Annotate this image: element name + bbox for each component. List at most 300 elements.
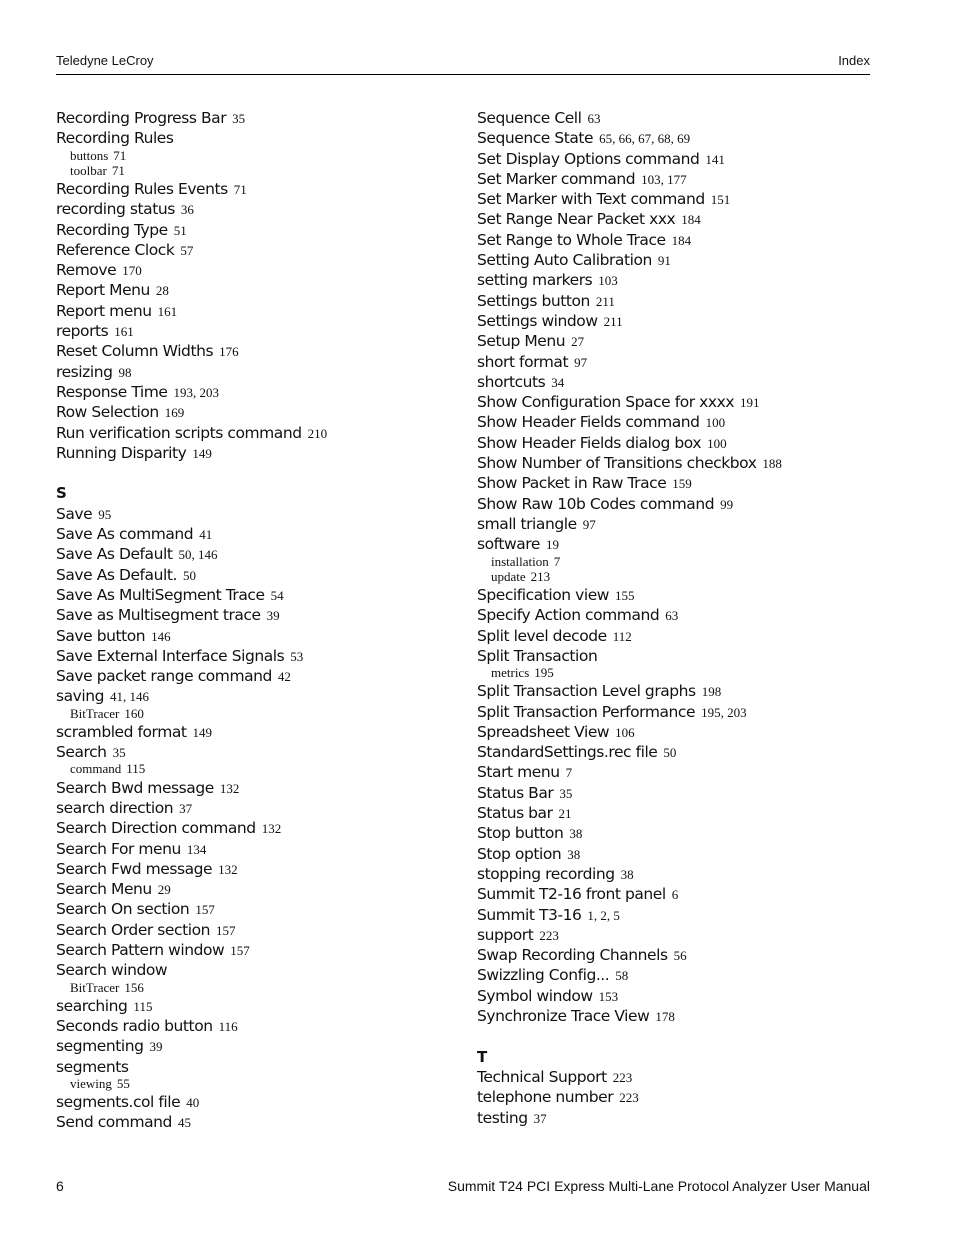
index-entry — [477, 985, 877, 1005]
entry-term: Start menu — [477, 763, 560, 782]
entry-term: Show Header Fields dialog box — [477, 433, 702, 452]
index-entry — [56, 340, 456, 360]
index-entry — [477, 107, 877, 127]
page-reference: 223 — [612, 1069, 633, 1085]
page-reference: 115 — [133, 998, 153, 1014]
page-reference: 91 — [657, 253, 671, 269]
entry-term: Save As Default — [56, 545, 173, 564]
page-reference: 50, 146 — [178, 547, 218, 563]
page-reference: 184 — [671, 232, 692, 248]
index-entry — [56, 219, 456, 239]
index-entry — [56, 1111, 456, 1131]
index-entry — [477, 188, 877, 208]
index-entry — [477, 822, 877, 842]
entry-term: Save button — [56, 626, 146, 645]
entry-term: Technical Support — [477, 1067, 607, 1086]
entry-term: Set Marker command — [477, 169, 636, 188]
page-reference: 50 — [663, 745, 677, 761]
entry-term: Search Direction command — [56, 819, 256, 838]
index-entry — [56, 898, 456, 918]
entry-term: Specification view — [477, 585, 610, 604]
index-entry — [56, 665, 456, 685]
page-reference: 27 — [571, 334, 585, 350]
entry-term: Show Raw 10b Codes command — [477, 494, 715, 513]
page-reference: 134 — [186, 841, 207, 857]
page-reference: 188 — [762, 456, 782, 472]
page-reference: 37 — [533, 1110, 547, 1126]
section-spacer — [477, 1025, 877, 1045]
entry-term: Status Bar — [477, 783, 554, 802]
subentry-term: installation — [491, 553, 549, 569]
index-entry — [477, 168, 877, 188]
index-entry — [477, 493, 877, 513]
index-entry — [56, 797, 456, 817]
index-entry — [56, 1035, 456, 1055]
index-entry — [477, 584, 877, 604]
index-entry — [477, 371, 877, 391]
index-entry — [56, 178, 456, 198]
page-reference: 55 — [116, 1076, 130, 1091]
index-entry — [477, 310, 877, 330]
page-reference: 97 — [574, 354, 588, 370]
entry-term: Set Display Options command — [477, 149, 700, 168]
entry-term: Split Transaction Performance — [477, 702, 696, 721]
page-reference: 198 — [701, 684, 722, 700]
page-reference: 115 — [126, 761, 146, 777]
index-entry — [56, 858, 456, 878]
entry-term: Save External Interface Signals — [56, 646, 285, 665]
index-entry — [56, 442, 456, 462]
index-entry — [56, 995, 456, 1015]
entry-term: Split Transaction Level graphs — [477, 682, 696, 701]
page-reference: 191 — [740, 395, 760, 411]
index-entry — [477, 645, 877, 665]
page-reference: 184 — [681, 212, 701, 228]
entry-term: Set Range to Whole Trace — [477, 230, 666, 249]
page-reference: 132 — [218, 861, 238, 877]
page-reference: 71 — [113, 147, 127, 163]
page-reference: 37 — [179, 800, 193, 816]
index-entry — [477, 290, 877, 310]
page-reference: 41 — [199, 527, 213, 543]
index-entry — [56, 401, 456, 421]
index-entry — [477, 761, 877, 781]
index-entry — [56, 645, 456, 665]
entry-term: Recording Rules — [56, 129, 174, 148]
entry-term: reports — [56, 322, 109, 341]
entry-term: segmenting — [56, 1037, 144, 1056]
page-reference: 149 — [192, 724, 213, 740]
index-entry — [56, 1091, 456, 1111]
page-reference: 42 — [277, 669, 291, 685]
index-entry — [56, 1056, 456, 1076]
index-entry — [56, 838, 456, 858]
entry-term: Search Order section — [56, 920, 210, 939]
index-subentry — [477, 665, 877, 680]
page-reference: 50 — [182, 567, 196, 583]
page-reference: 7 — [553, 553, 561, 569]
index-entry — [56, 777, 456, 797]
index-entry — [477, 625, 877, 645]
index-entry — [477, 208, 877, 228]
entry-term: Split level decode — [477, 626, 607, 645]
entry-term: recording status — [56, 200, 175, 219]
page-reference: 56 — [673, 948, 687, 964]
running-header-section: Index — [838, 53, 870, 68]
index-subentry — [56, 148, 456, 163]
index-entry — [477, 513, 877, 533]
entry-term: Report menu — [56, 301, 152, 320]
entry-term: Search On section — [56, 900, 190, 919]
page-reference: 193, 203 — [173, 384, 219, 400]
page-reference: 223 — [619, 1090, 639, 1106]
page-reference: 98 — [118, 364, 132, 380]
index-entry — [477, 351, 877, 371]
subentry-term: toolbar — [70, 162, 107, 178]
page-reference: 161 — [114, 324, 134, 340]
entry-term: Search For menu — [56, 839, 181, 858]
page-reference: 35 — [232, 111, 246, 126]
page-reference: 103, 177 — [641, 171, 687, 187]
index-entry — [56, 1015, 456, 1035]
index-entry — [477, 391, 877, 411]
index-entry — [56, 584, 456, 604]
entry-term: Show Header Fields command — [477, 413, 700, 432]
index-entry — [477, 680, 877, 700]
entry-term: Setting Auto Calibration — [477, 251, 652, 270]
page-reference: 19 — [545, 537, 559, 553]
index-entry — [56, 503, 456, 523]
index-entry — [477, 330, 877, 350]
index-entry — [477, 904, 877, 924]
page-reference: 39 — [266, 608, 280, 624]
index-section-letter: S — [56, 484, 67, 503]
entry-term: Report Menu — [56, 281, 150, 300]
page-reference: 116 — [218, 1019, 238, 1035]
page-reference: 176 — [219, 344, 239, 360]
page-reference: 195, 203 — [701, 704, 747, 720]
entry-term: Settings window — [477, 311, 598, 330]
entry-term: Synchronize Trace View — [477, 1007, 650, 1026]
entry-term: Swap Recording Channels — [477, 946, 668, 965]
entry-term: search direction — [56, 798, 174, 817]
index-column-left — [56, 107, 456, 1132]
index-entry — [477, 452, 877, 472]
page-reference: 7 — [565, 765, 573, 781]
subentry-term: BitTracer — [70, 979, 120, 995]
subentry-term: metrics — [491, 665, 530, 681]
index-entry — [56, 564, 456, 584]
index-entry — [477, 604, 877, 624]
page-reference: 213 — [530, 568, 551, 584]
entry-term: Row Selection — [56, 403, 159, 422]
page-reference: 153 — [598, 988, 619, 1004]
entry-term: Sequence Cell — [477, 109, 582, 127]
entry-term: Sequence State — [477, 129, 594, 148]
index-entry — [56, 523, 456, 543]
index-entry — [56, 107, 456, 127]
entry-term: support — [477, 925, 534, 944]
entry-term: segments — [56, 1057, 129, 1076]
entry-term: Symbol window — [477, 986, 593, 1005]
section-spacer — [56, 462, 456, 482]
entry-term: Stop option — [477, 844, 562, 863]
entry-term: Seconds radio button — [56, 1017, 213, 1036]
index-subentry — [477, 554, 877, 569]
index-entry — [56, 239, 456, 259]
entry-term: Swizzling Config... — [477, 966, 610, 985]
entry-term: Show Configuration Space for xxxx — [477, 393, 735, 412]
entry-term: small triangle — [477, 514, 577, 533]
page-reference: 6 — [671, 887, 679, 903]
index-entry — [56, 919, 456, 939]
index-entry — [477, 1066, 877, 1086]
page-number: 6 — [56, 1178, 64, 1194]
page-reference: 112 — [612, 628, 632, 644]
entry-term: Remove — [56, 261, 117, 280]
index-entry — [56, 625, 456, 645]
page-reference: 57 — [180, 242, 194, 258]
index-entry — [477, 411, 877, 431]
page-reference: 97 — [582, 516, 596, 532]
page-reference: 100 — [705, 415, 726, 431]
page-reference: 58 — [615, 968, 629, 984]
page-reference: 38 — [569, 826, 583, 842]
entry-term: software — [477, 535, 540, 554]
entry-term: Save as Multisegment trace — [56, 606, 261, 625]
page-reference: 35 — [112, 745, 126, 761]
page-reference: 211 — [603, 313, 623, 329]
entry-term: Spreadsheet View — [477, 722, 610, 741]
entry-term: resizing — [56, 362, 113, 381]
entry-term: Running Disparity — [56, 443, 187, 462]
index-entry — [477, 472, 877, 492]
page-reference: 169 — [164, 405, 185, 421]
page-reference: 63 — [587, 111, 601, 126]
page-reference: 99 — [720, 496, 734, 512]
entry-term: Setup Menu — [477, 332, 566, 351]
page-reference: 1, 2, 5 — [587, 907, 620, 923]
page-reference: 159 — [672, 476, 692, 492]
page-reference: 45 — [177, 1115, 191, 1131]
entry-term: Status bar — [477, 804, 553, 823]
page-reference: 54 — [270, 587, 284, 603]
page-reference: 28 — [155, 283, 169, 299]
page-reference: 223 — [539, 927, 559, 943]
index-entry — [56, 361, 456, 381]
index-entry — [477, 432, 877, 452]
page-reference: 53 — [290, 648, 304, 664]
page-reference: 100 — [707, 435, 727, 451]
page-reference: 146 — [151, 628, 171, 644]
entry-term: Search — [56, 743, 107, 762]
page-reference: 40 — [186, 1095, 200, 1111]
index-entry — [477, 148, 877, 168]
entry-term: Stop button — [477, 824, 564, 843]
entry-term: stopping recording — [477, 864, 615, 883]
entry-term: Search Fwd message — [56, 859, 213, 878]
index-entry — [477, 802, 877, 822]
header-divider — [56, 74, 870, 75]
index-entry — [56, 300, 456, 320]
entry-term: saving — [56, 687, 105, 706]
page-reference: 39 — [149, 1039, 163, 1055]
subentry-term: viewing — [70, 1076, 112, 1091]
page-reference: 170 — [122, 263, 142, 279]
page-reference: 156 — [124, 979, 144, 995]
page-reference: 63 — [665, 608, 679, 624]
entry-term: Save As command — [56, 525, 194, 544]
index-subentry — [56, 706, 456, 721]
index-entry — [477, 843, 877, 863]
entry-term: Reference Clock — [56, 240, 175, 259]
entry-term: Recording Type — [56, 220, 168, 239]
entry-term: Run verification scripts command — [56, 423, 302, 442]
index-entry — [477, 1086, 877, 1106]
index-entry — [56, 939, 456, 959]
page-reference: 132 — [261, 821, 282, 837]
page-reference: 21 — [558, 806, 572, 822]
entry-term: Search Menu — [56, 880, 152, 899]
entry-term: Set Marker with Text command — [477, 190, 705, 209]
subentry-term: update — [491, 568, 526, 584]
page-reference: 161 — [157, 303, 178, 319]
entry-term: StandardSettings.rec file — [477, 743, 658, 762]
index-entry — [56, 320, 456, 340]
page-reference: 160 — [124, 705, 144, 721]
entry-term: Summit T3-16 — [477, 905, 582, 924]
page-reference: 35 — [559, 785, 573, 801]
index-section-letter: T — [477, 1047, 488, 1066]
page-reference: 132 — [219, 780, 240, 796]
subentry-term: command — [70, 761, 122, 777]
index-entry — [56, 543, 456, 563]
manual-title: Summit T24 PCI Express Multi-Lane Protocol Analyzer User Manual — [447, 1178, 870, 1194]
entry-term: Recording Rules Events — [56, 179, 228, 198]
index-entry — [56, 422, 456, 442]
index-entry — [477, 883, 877, 903]
page-reference: 29 — [157, 882, 171, 898]
entry-term: Save — [56, 504, 93, 523]
page-reference: 51 — [173, 222, 187, 238]
index-entry — [56, 685, 456, 705]
entry-term: Set Range Near Packet xxx — [477, 210, 676, 229]
entry-term: testing — [477, 1108, 528, 1127]
index-entry — [56, 381, 456, 401]
entry-term: Save As Default. — [56, 565, 177, 584]
page-reference: 155 — [615, 587, 635, 603]
index-entry — [56, 127, 456, 147]
index-entry — [477, 1005, 877, 1025]
page-reference: 34 — [551, 374, 565, 390]
index-entry — [56, 878, 456, 898]
page-reference: 38 — [567, 846, 581, 862]
entry-term: searching — [56, 996, 128, 1015]
page-reference: 149 — [192, 445, 212, 461]
entry-term: Send command — [56, 1113, 172, 1132]
page-reference: 157 — [195, 902, 215, 918]
entry-term: scrambled format — [56, 722, 187, 741]
page-reference: 151 — [710, 192, 731, 208]
entry-term: Show Packet in Raw Trace — [477, 474, 667, 493]
page-reference: 210 — [307, 425, 328, 441]
index-entry — [477, 964, 877, 984]
entry-term: Reset Column Widths — [56, 342, 214, 361]
entry-term: telephone number — [477, 1088, 614, 1107]
index-entry — [56, 259, 456, 279]
page-reference: 36 — [180, 202, 194, 218]
index-entry — [477, 741, 877, 761]
entry-term: Specify Action command — [477, 606, 660, 625]
index-subentry — [56, 761, 456, 776]
entry-term: Search Pattern window — [56, 941, 225, 960]
subentry-term: buttons — [70, 147, 109, 163]
page-reference: 157 — [230, 943, 250, 959]
index-entry — [56, 604, 456, 624]
subentry-term: BitTracer — [70, 705, 120, 721]
entry-term: Show Number of Transitions checkbox — [477, 454, 757, 473]
index-entry — [477, 782, 877, 802]
index-entry — [477, 701, 877, 721]
entry-term: Save packet range command — [56, 667, 272, 686]
index-entry — [477, 721, 877, 741]
index-entry — [477, 924, 877, 944]
page-reference: 71 — [233, 181, 247, 197]
entry-term: segments.col file — [56, 1093, 181, 1112]
entry-term: Recording Progress Bar — [56, 109, 227, 127]
page-reference: 71 — [111, 162, 125, 178]
index-entry — [477, 127, 877, 147]
page-reference: 65, 66, 67, 68, 69 — [599, 131, 691, 147]
page-reference: 157 — [215, 922, 236, 938]
entry-term: short format — [477, 352, 569, 371]
index-subentry — [56, 163, 456, 178]
index-entry — [56, 279, 456, 299]
index-entry — [477, 863, 877, 883]
running-header-publisher: Teledyne LeCroy — [56, 53, 154, 68]
entry-term: Save As MultiSegment Trace — [56, 585, 265, 604]
index-subentry — [477, 569, 877, 584]
index-entry — [477, 229, 877, 249]
entry-term: Summit T2-16 front panel — [477, 885, 666, 904]
index-entry — [56, 721, 456, 741]
index-entry — [477, 533, 877, 553]
page-reference: 178 — [655, 1009, 675, 1025]
index-entry — [56, 817, 456, 837]
page-reference: 141 — [705, 151, 725, 167]
entry-term: shortcuts — [477, 372, 546, 391]
index-entry — [477, 249, 877, 269]
entry-term: Split Transaction — [477, 646, 598, 665]
index-entry — [477, 1107, 877, 1127]
index-entry — [477, 269, 877, 289]
entry-term: Settings button — [477, 291, 590, 310]
page-reference: 95 — [98, 506, 112, 522]
page-reference: 38 — [620, 866, 634, 882]
index-column-right — [477, 107, 877, 1127]
entry-term: Search window — [56, 961, 168, 980]
index-entry — [477, 944, 877, 964]
page-reference: 195 — [534, 665, 554, 681]
index-entry — [56, 741, 456, 761]
index-entry — [56, 959, 456, 979]
index-subentry — [56, 980, 456, 995]
page-reference: 211 — [595, 293, 615, 309]
page-reference: 41, 146 — [110, 689, 150, 705]
entry-term: setting markers — [477, 271, 593, 290]
index-subentry — [56, 1076, 456, 1091]
index-entry — [56, 198, 456, 218]
